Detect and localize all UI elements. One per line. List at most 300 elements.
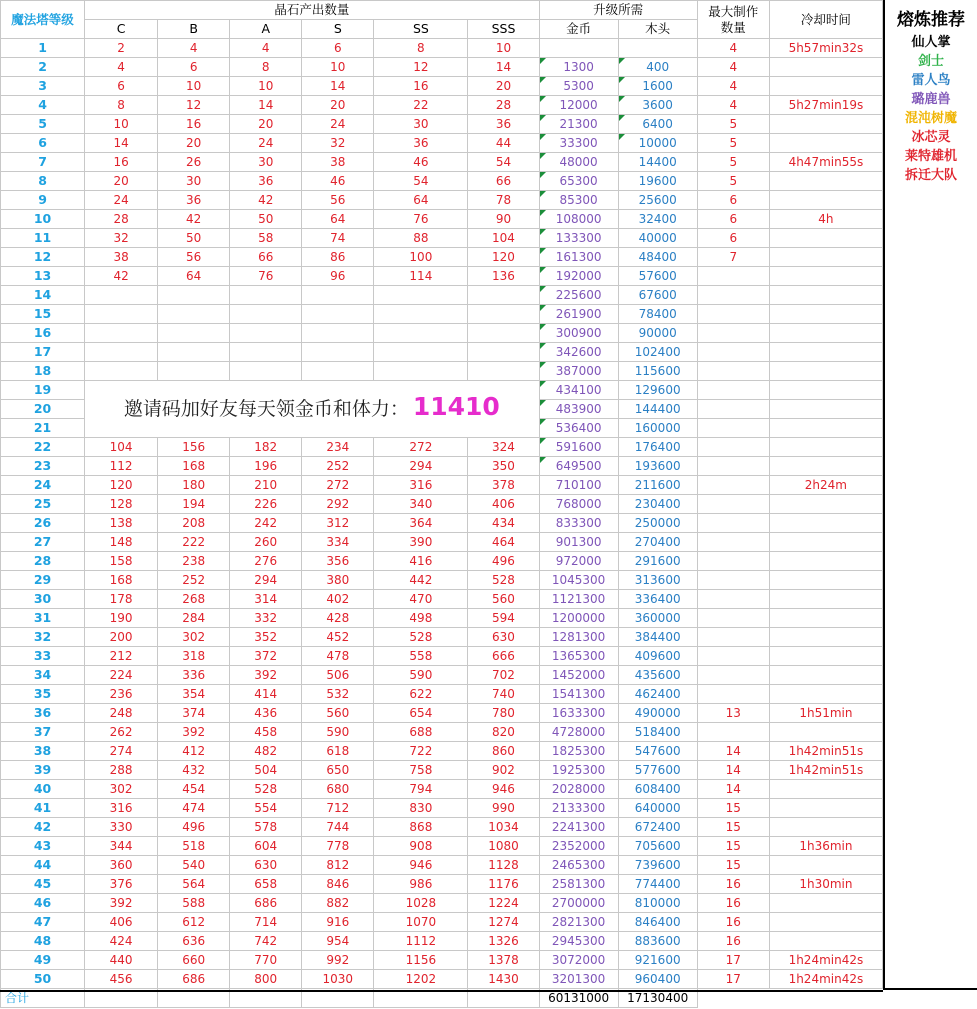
crystal-cell[interactable]: 378 [468,476,539,495]
crystal-cell[interactable]: 712 [302,799,374,818]
crystal-cell[interactable]: 10 [302,58,374,77]
crystal-cell[interactable]: 24 [230,134,302,153]
crystal-cell[interactable]: 336 [158,666,230,685]
crystal-cell[interactable]: 16 [374,77,468,96]
gold-cell[interactable]: 261900 [539,305,618,324]
crystal-cell[interactable]: 560 [468,590,539,609]
level-cell[interactable]: 22 [1,438,85,457]
wood-cell[interactable]: 144400 [618,400,697,419]
cooldown-cell[interactable]: 1h24min42s [769,951,882,970]
max-craft-cell[interactable]: 14 [697,742,769,761]
max-craft-cell[interactable] [697,609,769,628]
level-header[interactable]: 魔法塔等级 [1,1,85,39]
crystal-cell[interactable]: 324 [468,438,539,457]
gold-cell[interactable]: 483900 [539,400,618,419]
crystal-cell[interactable] [374,286,468,305]
gold-cell[interactable]: 33300 [539,134,618,153]
cooldown-cell[interactable] [769,267,882,286]
crystal-cell[interactable] [302,362,374,381]
crystal-cell[interactable]: 14 [468,58,539,77]
level-cell[interactable]: 34 [1,666,85,685]
crystal-cell[interactable]: 30 [158,172,230,191]
crystal-cell[interactable]: 316 [374,476,468,495]
max-craft-cell[interactable]: 4 [697,77,769,96]
crystal-cell[interactable]: 528 [374,628,468,647]
crystal-cell[interactable]: 36 [468,115,539,134]
crystal-cell[interactable]: 540 [158,856,230,875]
crystal-cell[interactable]: 1430 [468,970,539,989]
cooldown-cell[interactable] [769,609,882,628]
crystal-cell[interactable]: 302 [158,628,230,647]
crystal-cell[interactable]: 1070 [374,913,468,932]
crystal-cell[interactable]: 954 [302,932,374,951]
crystal-cell[interactable]: 180 [158,476,230,495]
crystal-cell[interactable]: 10 [230,77,302,96]
crystal-cell[interactable]: 454 [158,780,230,799]
level-cell[interactable]: 6 [1,134,85,153]
level-cell[interactable]: 23 [1,457,85,476]
crystal-cell[interactable]: 138 [85,514,158,533]
crystal-cell[interactable]: 812 [302,856,374,875]
level-cell[interactable]: 17 [1,343,85,362]
cooldown-cell[interactable] [769,324,882,343]
max-craft-cell[interactable] [697,286,769,305]
level-cell[interactable]: 48 [1,932,85,951]
crystal-cell[interactable] [302,343,374,362]
cooldown-cell[interactable] [769,552,882,571]
gold-cell[interactable]: 1633300 [539,704,618,723]
crystal-cell[interactable]: 252 [302,457,374,476]
crystal-cell[interactable] [230,305,302,324]
cooldown-cell[interactable] [769,780,882,799]
gold-cell[interactable]: 833300 [539,514,618,533]
max-craft-cell[interactable] [697,590,769,609]
gold-cell[interactable]: 2133300 [539,799,618,818]
crystal-cell[interactable]: 196 [230,457,302,476]
max-craft-cell[interactable] [697,571,769,590]
wood-cell[interactable]: 577600 [618,761,697,780]
crystal-cell[interactable]: 272 [302,476,374,495]
cooldown-cell[interactable] [769,248,882,267]
wood-cell[interactable]: 25600 [618,191,697,210]
gold-cell[interactable]: 1925300 [539,761,618,780]
max-craft-cell[interactable] [697,324,769,343]
max-craft-cell[interactable]: 15 [697,837,769,856]
max-craft-cell[interactable]: 16 [697,913,769,932]
level-cell[interactable]: 40 [1,780,85,799]
crystal-cell[interactable]: 594 [468,609,539,628]
wood-cell[interactable]: 435600 [618,666,697,685]
crystal-cell[interactable]: 654 [374,704,468,723]
crystal-cell[interactable]: 168 [158,457,230,476]
crystal-cell[interactable]: 56 [158,248,230,267]
cooldown-cell[interactable]: 1h24min42s [769,970,882,989]
crystal-cell[interactable]: 376 [85,875,158,894]
level-cell[interactable]: 24 [1,476,85,495]
crystal-cell[interactable] [230,362,302,381]
crystal-cell[interactable]: 554 [230,799,302,818]
crystal-cell[interactable]: 294 [230,571,302,590]
level-cell[interactable]: 41 [1,799,85,818]
crystal-cell[interactable]: 1224 [468,894,539,913]
crystal-cell[interactable]: 50 [158,229,230,248]
wood-cell[interactable]: 547600 [618,742,697,761]
crystal-cell[interactable]: 158 [85,552,158,571]
crystal-cell[interactable]: 590 [302,723,374,742]
crystal-cell[interactable] [230,286,302,305]
crystal-cell[interactable]: 242 [230,514,302,533]
crystal-cell[interactable]: 424 [85,932,158,951]
crystal-cell[interactable]: 364 [374,514,468,533]
max-craft-cell[interactable] [697,647,769,666]
crystal-cell[interactable]: 588 [158,894,230,913]
crystal-cell[interactable]: 148 [85,533,158,552]
crystal-cell[interactable]: 38 [302,153,374,172]
crystal-cell[interactable]: 8 [374,39,468,58]
crystal-cell[interactable] [158,343,230,362]
max-craft-cell[interactable] [697,514,769,533]
wood-cell[interactable] [618,39,697,58]
crystal-cell[interactable]: 356 [302,552,374,571]
gold-cell[interactable]: 768000 [539,495,618,514]
crystal-cell[interactable]: 38 [85,248,158,267]
wood-cell[interactable]: 14400 [618,153,697,172]
cooldown-cell[interactable] [769,419,882,438]
gold-cell[interactable]: 1121300 [539,590,618,609]
wood-cell[interactable]: 3600 [618,96,697,115]
crystal-cell[interactable]: 504 [230,761,302,780]
max-craft-cell[interactable]: 4 [697,58,769,77]
crystal-cell[interactable]: 26 [158,153,230,172]
crystal-cell[interactable]: 284 [158,609,230,628]
crystal-cell[interactable]: 630 [468,628,539,647]
crystal-cell[interactable]: 64 [302,210,374,229]
level-cell[interactable]: 27 [1,533,85,552]
level-cell[interactable]: 47 [1,913,85,932]
crystal-cell[interactable]: 372 [230,647,302,666]
crystal-cell[interactable]: 248 [85,704,158,723]
crystal-cell[interactable]: 302 [85,780,158,799]
cooldown-cell[interactable] [769,913,882,932]
crystal-cell[interactable] [468,305,539,324]
crystal-cell[interactable]: 532 [302,685,374,704]
crystal-cell[interactable]: 1030 [302,970,374,989]
crystal-cell[interactable]: 1028 [374,894,468,913]
wood-cell[interactable]: 40000 [618,229,697,248]
level-cell[interactable]: 38 [1,742,85,761]
crystal-cell[interactable] [374,305,468,324]
crystal-cell[interactable] [158,286,230,305]
wood-cell[interactable]: 291600 [618,552,697,571]
crystal-cell[interactable]: 262 [85,723,158,742]
crystal-cell[interactable]: 722 [374,742,468,761]
crystal-cell[interactable]: 8 [230,58,302,77]
wood-cell[interactable]: 230400 [618,495,697,514]
gold-cell[interactable]: 1825300 [539,742,618,761]
wood-cell[interactable]: 705600 [618,837,697,856]
wood-cell[interactable]: 57600 [618,267,697,286]
level-cell[interactable]: 9 [1,191,85,210]
crystal-cell[interactable]: 88 [374,229,468,248]
gold-cell[interactable]: 342600 [539,343,618,362]
gold-cell[interactable]: 1045300 [539,571,618,590]
gold-cell[interactable]: 3072000 [539,951,618,970]
crystal-cell[interactable]: 42 [158,210,230,229]
crystal-cell[interactable]: 236 [85,685,158,704]
crystal-cell[interactable]: 104 [468,229,539,248]
crystal-cell[interactable]: 564 [158,875,230,894]
crystal-cell[interactable]: 14 [302,77,374,96]
level-cell[interactable]: 37 [1,723,85,742]
crystal-cell[interactable]: 846 [302,875,374,894]
crystal-cell[interactable]: 496 [158,818,230,837]
crystal-cell[interactable]: 350 [468,457,539,476]
crystal-cell[interactable]: 946 [374,856,468,875]
crystal-cell[interactable]: 14 [85,134,158,153]
crystal-cell[interactable]: 294 [374,457,468,476]
crystal-cell[interactable]: 36 [374,134,468,153]
crystal-cell[interactable]: 200 [85,628,158,647]
crystal-cell[interactable]: 868 [374,818,468,837]
level-cell[interactable]: 4 [1,96,85,115]
crystal-cell[interactable]: 636 [158,932,230,951]
wood-cell[interactable]: 67600 [618,286,697,305]
cooldown-cell[interactable] [769,533,882,552]
gold-cell[interactable]: 225600 [539,286,618,305]
crystal-cell[interactable]: 46 [374,153,468,172]
crystal-cell[interactable]: 740 [468,685,539,704]
wood-cell[interactable]: 115600 [618,362,697,381]
crystal-cell[interactable]: 986 [374,875,468,894]
level-cell[interactable]: 44 [1,856,85,875]
max-craft-cell[interactable] [697,685,769,704]
crystal-cell[interactable]: 1034 [468,818,539,837]
crystal-cell[interactable]: 344 [85,837,158,856]
crystal-cell[interactable]: 276 [230,552,302,571]
crystal-cell[interactable]: 96 [302,267,374,286]
cooldown-cell[interactable]: 1h51min [769,704,882,723]
crystal-cell[interactable]: 190 [85,609,158,628]
crystal-cell[interactable] [85,286,158,305]
grade-a-header[interactable]: A [230,20,302,39]
crystal-cell[interactable]: 36 [230,172,302,191]
crystal-cell[interactable]: 374 [158,704,230,723]
gold-cell[interactable]: 2028000 [539,780,618,799]
max-craft-cell[interactable] [697,495,769,514]
crystal-cell[interactable]: 46 [302,172,374,191]
cooldown-cell[interactable] [769,571,882,590]
crystal-cell[interactable]: 76 [374,210,468,229]
max-craft-cell[interactable] [697,476,769,495]
crystal-cell[interactable]: 56 [302,191,374,210]
crystal-cell[interactable]: 680 [302,780,374,799]
cooldown-cell[interactable] [769,628,882,647]
crystal-cell[interactable]: 416 [374,552,468,571]
crystal-cell[interactable]: 234 [302,438,374,457]
cooldown-cell[interactable] [769,438,882,457]
crystal-cell[interactable]: 442 [374,571,468,590]
gold-cell[interactable]: 12000 [539,96,618,115]
crystal-cell[interactable]: 4 [85,58,158,77]
crystal-cell[interactable]: 946 [468,780,539,799]
max-craft-cell[interactable]: 5 [697,134,769,153]
crystal-cell[interactable]: 22 [374,96,468,115]
level-cell[interactable]: 31 [1,609,85,628]
level-cell[interactable]: 3 [1,77,85,96]
wood-cell[interactable]: 176400 [618,438,697,457]
crystal-cell[interactable]: 770 [230,951,302,970]
crystal-cell[interactable]: 330 [85,818,158,837]
crystal-cell[interactable]: 194 [158,495,230,514]
crystal-cell[interactable]: 658 [230,875,302,894]
grade-c-header[interactable]: C [85,20,158,39]
crystal-cell[interactable]: 428 [302,609,374,628]
level-cell[interactable]: 20 [1,400,85,419]
crystal-cell[interactable]: 860 [468,742,539,761]
level-cell[interactable]: 19 [1,381,85,400]
max-craft-cell[interactable]: 15 [697,818,769,837]
wood-cell[interactable]: 462400 [618,685,697,704]
cooldown-cell[interactable]: 2h24m [769,476,882,495]
cooldown-cell[interactable] [769,685,882,704]
crystal-cell[interactable]: 20 [302,96,374,115]
cooldown-cell[interactable] [769,590,882,609]
crystal-cell[interactable] [374,324,468,343]
gold-cell[interactable] [539,39,618,58]
crystal-cell[interactable]: 1326 [468,932,539,951]
wood-cell[interactable]: 336400 [618,590,697,609]
level-cell[interactable]: 21 [1,419,85,438]
level-cell[interactable]: 26 [1,514,85,533]
crystal-cell[interactable]: 20 [158,134,230,153]
crystal-cell[interactable]: 86 [302,248,374,267]
level-cell[interactable]: 46 [1,894,85,913]
crystal-cell[interactable]: 8 [85,96,158,115]
wood-cell[interactable]: 129600 [618,381,697,400]
crystal-cell[interactable]: 1156 [374,951,468,970]
cooldown-cell[interactable]: 1h36min [769,837,882,856]
wood-cell[interactable]: 846400 [618,913,697,932]
crystal-cell[interactable]: 78 [468,191,539,210]
cooldown-cell[interactable] [769,799,882,818]
level-cell[interactable]: 2 [1,58,85,77]
cooldown-cell[interactable]: 1h42min51s [769,761,882,780]
crystal-cell[interactable]: 120 [468,248,539,267]
crystal-cell[interactable]: 406 [468,495,539,514]
gold-cell[interactable]: 2352000 [539,837,618,856]
crystal-cell[interactable]: 44 [468,134,539,153]
crystal-cell[interactable]: 660 [158,951,230,970]
max-craft-cell[interactable]: 7 [697,248,769,267]
crystal-cell[interactable]: 1176 [468,875,539,894]
crystal-cell[interactable]: 916 [302,913,374,932]
cooldown-cell[interactable] [769,115,882,134]
gold-cell[interactable]: 48000 [539,153,618,172]
level-cell[interactable]: 32 [1,628,85,647]
crystal-cell[interactable]: 618 [302,742,374,761]
crystal-cell[interactable]: 518 [158,837,230,856]
crystal-cell[interactable]: 292 [302,495,374,514]
crystal-cell[interactable] [158,362,230,381]
gold-cell[interactable]: 3201300 [539,970,618,989]
wood-cell[interactable]: 211600 [618,476,697,495]
crystal-cell[interactable]: 440 [85,951,158,970]
crystal-cell[interactable]: 54 [374,172,468,191]
crystal-cell[interactable]: 392 [230,666,302,685]
gold-cell[interactable]: 591600 [539,438,618,457]
level-cell[interactable]: 1 [1,39,85,58]
level-cell[interactable]: 28 [1,552,85,571]
wood-cell[interactable]: 883600 [618,932,697,951]
gold-cell[interactable]: 192000 [539,267,618,286]
crystal-cell[interactable]: 10 [158,77,230,96]
crystal-cell[interactable]: 4 [230,39,302,58]
cooldown-cell[interactable]: 4h [769,210,882,229]
grade-ss-header[interactable]: SS [374,20,468,39]
crystal-cell[interactable]: 474 [158,799,230,818]
gold-cell[interactable]: 1365300 [539,647,618,666]
wood-cell[interactable]: 270400 [618,533,697,552]
cooldown-cell[interactable] [769,932,882,951]
crystal-cell[interactable]: 758 [374,761,468,780]
wood-cell[interactable]: 193600 [618,457,697,476]
crystal-cell[interactable]: 212 [85,647,158,666]
max-craft-cell[interactable]: 6 [697,210,769,229]
wood-cell[interactable]: 810000 [618,894,697,913]
crystal-cell[interactable] [85,362,158,381]
max-craft-cell[interactable] [697,343,769,362]
cooldown-cell[interactable] [769,647,882,666]
max-craft-cell[interactable] [697,267,769,286]
crystal-cell[interactable]: 10 [85,115,158,134]
max-craft-cell[interactable] [697,628,769,647]
crystal-cell[interactable]: 528 [468,571,539,590]
wood-cell[interactable]: 739600 [618,856,697,875]
cooldown-cell[interactable] [769,400,882,419]
gold-cell[interactable]: 434100 [539,381,618,400]
max-craft-cell[interactable] [697,723,769,742]
crystal-cell[interactable]: 100 [374,248,468,267]
level-cell[interactable]: 16 [1,324,85,343]
crystal-cell[interactable]: 1080 [468,837,539,856]
level-cell[interactable]: 11 [1,229,85,248]
crystal-cell[interactable]: 498 [374,609,468,628]
crystal-cell[interactable]: 452 [302,628,374,647]
crystal-cell[interactable]: 604 [230,837,302,856]
cooldown-cell[interactable] [769,381,882,400]
max-craft-cell[interactable] [697,666,769,685]
crystal-cell[interactable]: 182 [230,438,302,457]
wood-cell[interactable]: 90000 [618,324,697,343]
wood-cell[interactable]: 1600 [618,77,697,96]
crystal-cell[interactable]: 794 [374,780,468,799]
cooldown-cell[interactable] [769,666,882,685]
crystal-cell[interactable]: 992 [302,951,374,970]
max-craft-cell[interactable]: 15 [697,856,769,875]
crystal-cell[interactable]: 54 [468,153,539,172]
max-craft-cell[interactable] [697,533,769,552]
cooldown-cell[interactable] [769,818,882,837]
crystal-cell[interactable]: 702 [468,666,539,685]
upgrade-cost-header[interactable]: 升级所需 [539,1,697,20]
crystal-cell[interactable]: 16 [85,153,158,172]
max-craft-cell[interactable]: 17 [697,951,769,970]
crystal-cell[interactable]: 252 [158,571,230,590]
gold-cell[interactable]: 1452000 [539,666,618,685]
max-craft-cell[interactable] [697,400,769,419]
level-cell[interactable]: 42 [1,818,85,837]
crystal-cell[interactable]: 20 [230,115,302,134]
